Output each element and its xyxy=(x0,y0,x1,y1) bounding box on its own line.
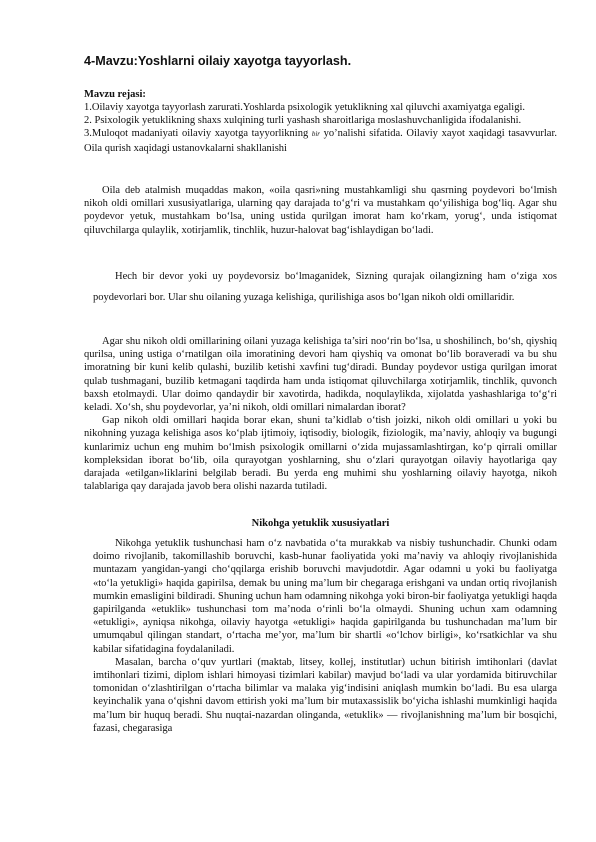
page-title: 4-Mavzu:Yoshlarni oilaiy xayotga tayyorlash. xyxy=(84,54,352,68)
plan-item-3-sub: bir xyxy=(311,130,321,139)
paragraph-6: Masalan, barcha o‘quv yurtlari (maktab, litsey, kollej, institutlar) uchun bitirish imtihonlari (davlat imtihonlari tizimi, diplom ishlari himoyasi tizimlari kabilar) mavjud bo‘ladi va ular yordamida bitiruvchilar tomonidan o‘zlashtirilgan o‘rtacha bilimlar va malaka yig‘indisini aniqlash mumkin bo‘ladi. Bu esa ularga keyinchalik yana o‘qishni davom ettirish yoki ma’lum bir mutaxassislik bo‘yicha ishlashi mumkinligi haqida ma’lum bir huquq beradi. Shu nuqtai-nazardan olinganda, «etuklik» — rivojlanishning ma’lum bir bosqichi, fazasi, chegarasiga xyxy=(93,656,557,734)
plan-heading: Mavzu rejasi: xyxy=(84,89,146,100)
plan-item-1: 1.Oilaviy xayotga tayyorlash zarurati.Yoshlarda psixologik yetuklikning xal qiluvchi axamiyatga egaligi. xyxy=(84,102,526,113)
plan-item-3-part-b: yo’nalishi sifatida. Oilaviy xayot xaqidagi tasavvurlar. Oila qurish xaqidagi ustanovkalarni shakllanishi xyxy=(84,128,558,154)
paragraph-3: Agar shu nikoh oldi omillarining oilani yuzaga kelishiga ta’siri noo‘rin bo‘lsa, u shoshilinch, bo‘sh, qiyshiq qurilsa, uning ustiga o‘rnatilgan oila imoratining devori ham qiyshiq va omonat bo‘lib boraveradi va bu shu imoratning bir kuni kelib qulashi, buzilib ketishi xavfini tug‘diradi. Bunday poydevor ustiga qurilgan imorat qulab tushmagani, buzilib ketmagani taqdirda ham unda istiqomat qiluvchilarga xotirjamlik, tinchlik, quvonch baxsh etolmaydi. Ular doimo qandaydir bir xavotirda, hadikda, noqulaylikda, xijolatda yashashlariga to‘g‘ri keladi. Xo‘sh, shu poydevorlar, ya’ni nikoh, oldi omillari nimalardan iborat? xyxy=(84,336,557,414)
paragraph-2: Hech bir devor yoki uy poydevorsiz bo‘lmaganidek, Sizning qurajak oilangizning ham o‘ziga xos poydevorlari bor. Ular shu oilaning yuzaga kelishiga, qurilishiga asos bo‘lgan nikoh oldi omillaridir. xyxy=(93,271,557,303)
section-heading: Nikohga yetuklik xususiyatlari xyxy=(251,518,390,529)
plan-list xyxy=(84,101,557,155)
paragraph-5: Nikohga yetuklik tushunchasi ham o‘z navbatida o‘ta murakkab va nisbiy tushunchadir. Chunki odam doimo rivojlanib, takomillashib boruvchi, kasb-hunar faoliyatida yoki ma’naviy va ahloqiy rivojlanishida muntazam yangidan-yangi cho‘qqilarga erishib boruvchi mavjudotdir. Agar odamni u yoki bu faoliyatga «to‘la yetukligi» haqida gapirilsa, demak bu uning ma’lum bir chegaraga erishgani va undan ortiq rivojlanish mumkin emasligini bildiradi. Shuning uchun ham odamning nikohga yoki biron-bir faoliyatga yetukligi haqda gapirilganda «etuklik» tushunchasi tom ma’noda o‘rinli bo‘la olmaydi. Shuning uchun xam odamning «etukligi», ayniqsa nikohga, oilaviy hayotga «etukligi» haqida gapirilganda bu tushunchadan ma’lum bir umumqabul qilingan standart, o‘rtacha me’yor, ma’lum bir shartli «o‘lchov birligi», ko‘rsatkichlar va shu kabilar sifatidagina foydalaniladi. xyxy=(93,538,557,655)
paragraph-4: Gap nikoh oldi omillari haqida borar ekan, shuni ta’kidlab o‘tish joizki, nikoh oldi omillari u yoki bu nikohning yuzaga kelishiga asos ko‘plab ijtimoiy, iqtisodiy, biologik, fiziologik, ma’naviy, ahloqiy va bugungi kunlarimiz uchun eng muhim bo‘lmish psixologik omillarni o‘zida mujassamlashtirgan, ko‘p qirrali omillar kompleksidan iborat bo‘lib, oila qurayotgan yoshlarning, shu o‘zlari qurayotgan oilaviy hayotlariga qay darajada «etilgan»liklarini belgilab beradi. Bu yerda eng muhimi shu yoshlarning oilaviy hayotga, nikoh talablariga qay darajada javob bera olishi nazarda tutiladi. xyxy=(84,415,557,493)
plan-item-3-part-a: 3.Muloqot madaniyati oilaviy xayotga tayyorlikning xyxy=(84,128,312,140)
paragraph-1: Oila deb atalmish muqaddas makon, «oila qasri»ning mustahkamligi shu qasrning poydevori bo‘lmish nikoh oldi omillari xususiyatlariga, ularning qay darajada to‘g‘ri va mustahkam qo‘yilishiga bog‘liq. Agar shu poydevor yetuk, mustahkam bo‘lsa, uning ustida qurilgan imorat ham ko‘rkam, yorug‘, unda istiqomat qiluvchilarga qulaylik, xotirjamlik, tinchlik, huzur-halovat bag‘ishlaydigan bo‘ladi. xyxy=(84,185,557,236)
plan-item-3 xyxy=(84,127,557,154)
body-section-2 xyxy=(84,335,557,493)
plan-item-2: 2. Psixologik yetuklikning shaxs xulqining turli yashash sharoitlariga moslashuvchanligida ifodalanishi. xyxy=(84,115,522,127)
body-section-3 xyxy=(93,537,557,735)
body-section-1 xyxy=(84,184,557,237)
